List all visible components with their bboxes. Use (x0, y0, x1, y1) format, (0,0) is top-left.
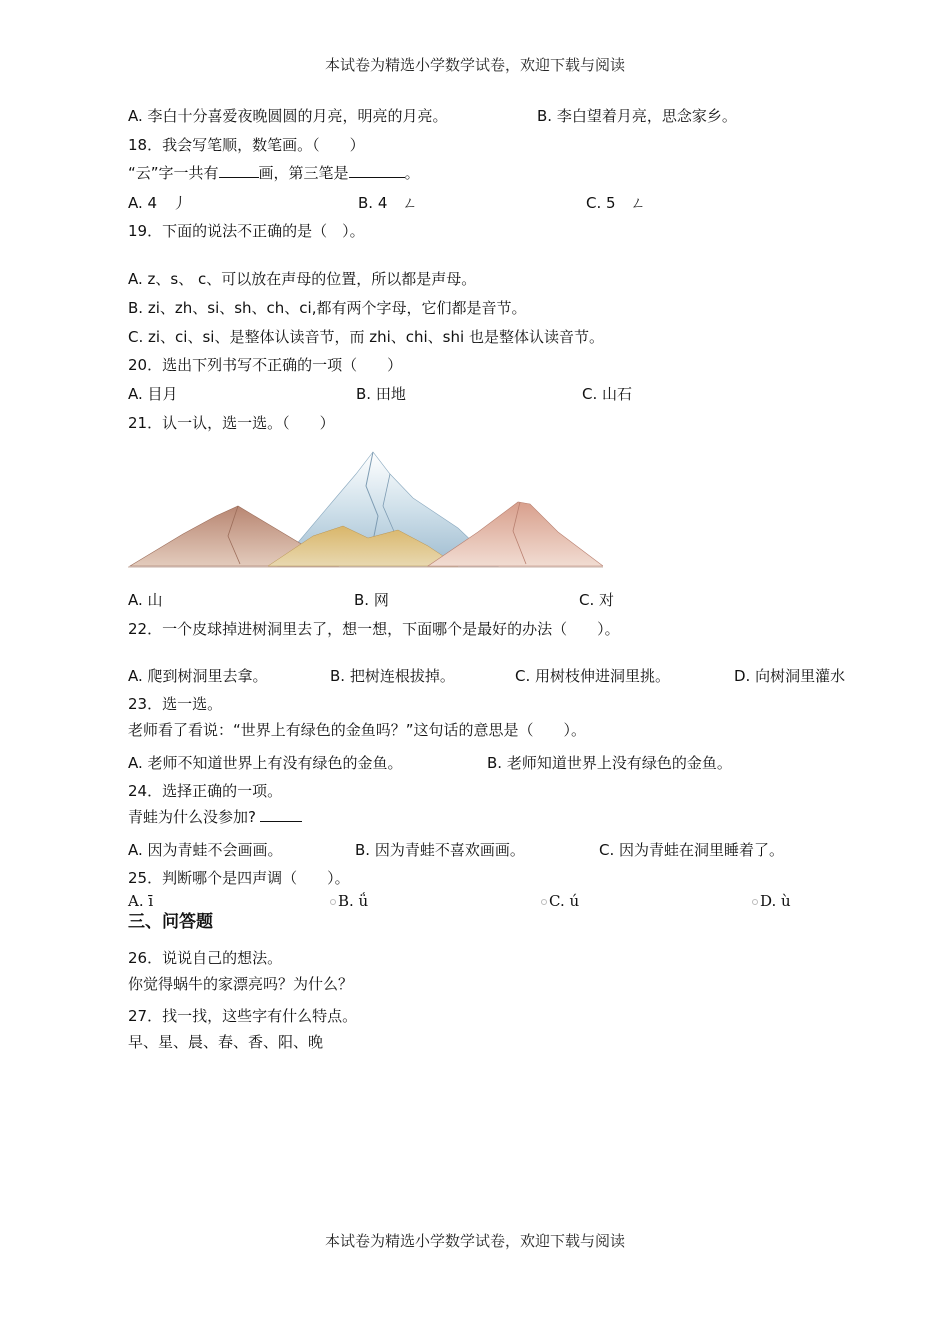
q22-option-a[interactable]: A. 爬到树洞里去拿。 (128, 667, 268, 685)
radio-mark-icon (330, 899, 336, 905)
q25-option-d: D. ù (760, 892, 791, 910)
q18-option-a[interactable]: A. 4 丿 (128, 194, 188, 212)
q24-answer-blank[interactable] (260, 807, 302, 822)
q23-question: 老师看了看说：“世界上有绿色的金鱼吗？”这句话的意思是（ ）。 (128, 721, 587, 739)
q25-option-b-row[interactable] (330, 891, 368, 911)
q21-option-a[interactable]: A. 山 (128, 591, 163, 609)
q17-option-b[interactable]: B. 李白望着月亮，思念家乡。 (537, 107, 737, 125)
page-header: 本试卷为精选小学数学试卷，欢迎下载与阅读 (324, 56, 625, 74)
q24-question-line (128, 807, 302, 827)
q24-option-b[interactable]: B. 因为青蛙不喜欢画画。 (355, 841, 525, 859)
radio-mark-icon (541, 899, 547, 905)
q24-option-c[interactable]: C. 因为青蛙在洞里睡着了。 (599, 841, 785, 859)
q24-question: 青蛙为什么没参加? (128, 808, 256, 826)
q19-option-a[interactable]: A. z、s、 c、可以放在声母的位置，所以都是声母。 (128, 270, 477, 288)
q23-option-a[interactable]: A. 老师不知道世界上有没有绿色的金鱼。 (128, 754, 403, 772)
q26-question: 你觉得蜗牛的家漂亮吗？为什么？ (128, 975, 354, 993)
q18-option-c[interactable]: C. 5 ㄥ (586, 194, 646, 212)
q19-stem: 19．下面的说法不正确的是（ ）。 (128, 222, 365, 240)
q20-option-c[interactable]: C. 山石 (582, 385, 633, 403)
q25-stem: 25．判断哪个是四声调（ ）。 (128, 869, 350, 887)
q24-stem: 24．选择正确的一项。 (128, 782, 283, 800)
q25-option-b: B. ǘ (338, 892, 369, 910)
q18-stem: 18．我会写笔顺，数笔画。（ ） (128, 136, 365, 154)
q18-option-b[interactable]: B. 4 ㄥ (358, 194, 418, 212)
q25-option-d-row[interactable] (752, 891, 791, 911)
q22-stem: 22．一个皮球掉进树洞里去了，想一想，下面哪个是最好的办法（ ）。 (128, 620, 620, 638)
section-title: 三、问答题 (128, 912, 213, 932)
q21-option-b[interactable]: B. 网 (354, 591, 389, 609)
q25-option-a[interactable]: A. ī (128, 892, 154, 910)
q17-option-a[interactable]: A. 李白十分喜爱夜晚圆圆的月亮，明亮的月亮。 (128, 107, 448, 125)
q20-option-a[interactable]: A. 目月 (128, 385, 178, 403)
q18-fill-end: 。 (404, 164, 420, 182)
q27-characters: 早、星、晨、春、香、阳、晚 (128, 1033, 324, 1051)
q25-option-c-row[interactable] (541, 891, 579, 911)
mountain-illustration (128, 446, 603, 570)
q21-stem: 21．认一认，选一选。（ ） (128, 414, 335, 432)
q26-stem: 26．说说自己的想法。 (128, 949, 283, 967)
q21-option-c[interactable]: C. 对 (579, 591, 615, 609)
q18-blank-count[interactable] (219, 163, 259, 178)
q19-option-b[interactable]: B. zi、zh、si、sh、ch、ci,都有两个字母，它们都是音节。 (128, 299, 527, 317)
q18-fill-mid: 画，第三笔是 (258, 164, 349, 182)
q24-option-a[interactable]: A. 因为青蛙不会画画。 (128, 841, 283, 859)
q25-option-c: C. ú (549, 892, 580, 910)
radio-mark-icon (752, 899, 758, 905)
q23-option-b[interactable]: B. 老师知道世界上没有绿色的金鱼。 (487, 754, 732, 772)
q18-fill-pre: “云”字一共有 (128, 164, 219, 182)
q20-option-b[interactable]: B. 田地 (356, 385, 406, 403)
q23-stem: 23．选一选。 (128, 695, 223, 713)
q19-option-c[interactable]: C. zi、ci、si、是整体认读音节，而 zhi、chi、shi 也是整体认读音节。 (128, 328, 604, 346)
q22-option-d[interactable]: D. 向树洞里灌水 (734, 667, 846, 685)
q22-option-b[interactable]: B. 把树连根拔掉。 (330, 667, 455, 685)
q20-stem: 20．选出下列书写不正确的一项（ ） (128, 356, 403, 374)
q18-blank-stroke[interactable] (349, 163, 405, 178)
q22-option-c[interactable]: C. 用树枝伸进洞里挑。 (515, 667, 671, 685)
page-footer: 本试卷为精选小学数学试卷，欢迎下载与阅读 (324, 1232, 625, 1250)
q27-stem: 27．找一找，这些字有什么特点。 (128, 1007, 358, 1025)
q18-fill-line (128, 163, 420, 183)
